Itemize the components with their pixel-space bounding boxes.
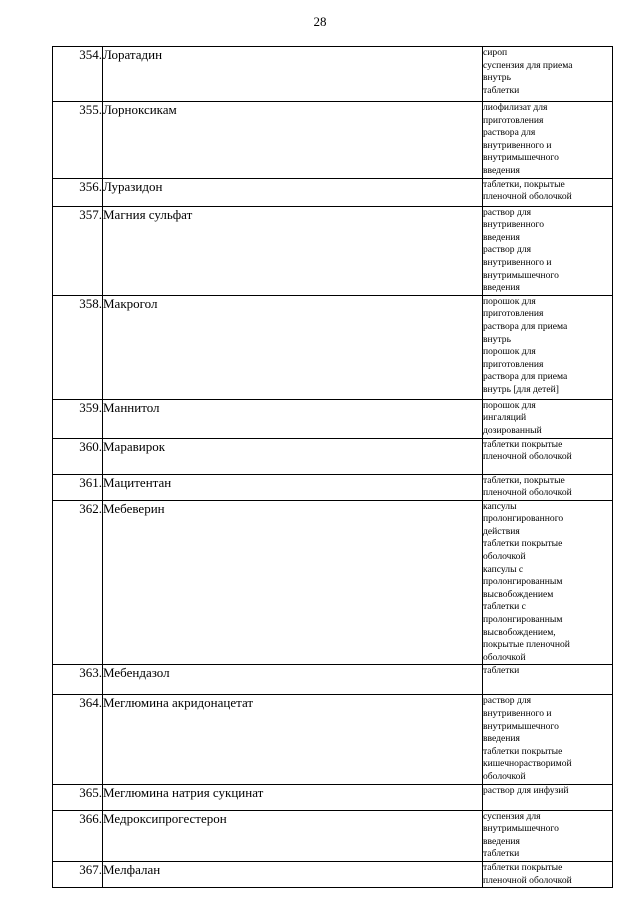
table-row <box>53 861 613 887</box>
dosage-form-line: внутривенного и <box>483 139 552 151</box>
row-number: 357. <box>53 206 103 295</box>
row-number: 354. <box>53 47 103 102</box>
dosage-forms <box>483 438 613 474</box>
table-row <box>53 500 613 665</box>
dosage-form-line: введения <box>483 733 520 745</box>
table-row <box>53 665 613 695</box>
dosage-form-line: раствора для приема <box>483 320 568 332</box>
row-number: 367. <box>53 861 103 887</box>
dosage-form-line: таблетки покрытые <box>483 861 563 873</box>
dosage-forms <box>483 474 613 500</box>
dosage-form-line: таблетки <box>483 84 520 96</box>
dosage-forms <box>483 784 613 810</box>
page-number: 28 <box>313 14 327 29</box>
dosage-form-line: раствор для инфузий <box>483 784 569 796</box>
table-row <box>53 47 613 102</box>
dosage-form-line: приготовления <box>483 358 544 370</box>
dosage-form-line: высвобождением <box>483 588 554 600</box>
dosage-form-line: пленочной оболочкой <box>483 451 572 463</box>
drug-name: Маннитол <box>103 399 483 438</box>
dosage-form-line: внутривенного и <box>483 708 552 719</box>
dosage-forms <box>483 665 613 695</box>
drug-name: Мелфалан <box>103 861 483 887</box>
dosage-form-line: дозированный <box>483 424 542 436</box>
dosage-forms <box>483 810 613 861</box>
dosage-form-line: раствор для <box>483 244 532 256</box>
dosage-form-line: таблетки <box>483 848 520 860</box>
dosage-forms <box>483 861 613 887</box>
dosage-form-line: введения <box>483 835 520 847</box>
dosage-form-line: пролонгированным <box>483 614 563 626</box>
row-number: 356. <box>53 178 103 206</box>
row-number: 361. <box>53 474 103 500</box>
drug-name: Мебендазол <box>103 665 483 695</box>
drug-name: Лоратадин <box>103 47 483 102</box>
dosage-forms <box>483 102 613 179</box>
dosage-form-line: таблетки, покрытые <box>483 474 565 486</box>
dosage-form-line: оболочкой <box>483 651 526 663</box>
drug-name: Меглюмина акридонацетат <box>103 695 483 784</box>
dosage-form-line: внутримышечного <box>483 720 559 732</box>
dosage-form-line: лиофилизат для <box>483 102 548 113</box>
row-number: 366. <box>53 810 103 861</box>
table-row <box>53 474 613 500</box>
dosage-form-line: пленочной оболочкой <box>483 191 572 203</box>
dosage-form-line: пленочной оболочкой <box>483 874 572 886</box>
dosage-form-line: введения <box>483 164 520 176</box>
table-row <box>53 438 613 474</box>
drug-name: Лорноксикам <box>103 102 483 179</box>
row-number: 355. <box>53 102 103 179</box>
drug-name: Луразидон <box>103 178 483 206</box>
dosage-form-line: внутрь <box>483 72 511 84</box>
row-number: 363. <box>53 665 103 695</box>
dosage-form-line: порошок для <box>483 346 536 358</box>
dosage-form-line: введения <box>483 231 520 243</box>
dosage-forms <box>483 47 613 102</box>
dosage-form-line: введения <box>483 282 520 294</box>
dosage-form-line: внутримышечного <box>483 152 559 164</box>
dosage-forms <box>483 695 613 784</box>
table-row <box>53 784 613 810</box>
row-number: 358. <box>53 295 103 399</box>
dosage-form-line: внутривенного и <box>483 256 552 268</box>
dosage-forms <box>483 399 613 438</box>
drug-name: Меглюмина натрия сукцинат <box>103 784 483 810</box>
drug-name: Мацитентан <box>103 474 483 500</box>
table-row <box>53 695 613 784</box>
table-row <box>53 810 613 861</box>
dosage-form-line: внутримышечного <box>483 269 559 281</box>
row-number: 365. <box>53 784 103 810</box>
dosage-form-line: таблетки покрытые <box>483 538 563 550</box>
table-row <box>53 399 613 438</box>
drug-name: Маравирок <box>103 438 483 474</box>
drug-name: Медроксипрогестерон <box>103 810 483 861</box>
dosage-form-line: оболочкой <box>483 770 526 782</box>
dosage-forms <box>483 178 613 206</box>
table-row <box>53 102 613 179</box>
drug-name: Магния сульфат <box>103 206 483 295</box>
drug-table <box>52 46 613 888</box>
dosage-form-line: раствора для приема <box>483 371 568 383</box>
dosage-form-line: приготовления <box>483 308 544 320</box>
dosage-form-line: капсулы с <box>483 563 524 575</box>
dosage-form-line: порошок для <box>483 399 536 411</box>
dosage-form-line: пленочной оболочкой <box>483 487 572 499</box>
dosage-form-line: покрытые пленочной <box>483 639 570 651</box>
row-number: 364. <box>53 695 103 784</box>
table-row <box>53 206 613 295</box>
dosage-form-line: таблетки покрытые <box>483 745 563 757</box>
dosage-form-line: действия <box>483 525 520 537</box>
dosage-forms <box>483 295 613 399</box>
table-row <box>53 178 613 206</box>
dosage-form-line: оболочкой <box>483 551 526 563</box>
dosage-form-line: капсулы <box>483 500 517 512</box>
dosage-form-line: высвобождением, <box>483 626 556 638</box>
dosage-form-line: таблетки покрытые <box>483 438 563 450</box>
dosage-form-line: порошок для <box>483 295 536 307</box>
dosage-form-line: суспензия для приема <box>483 59 573 71</box>
dosage-form-line: таблетки <box>483 665 520 677</box>
drug-table-body <box>53 47 613 888</box>
dosage-form-line: пролонгированным <box>483 576 563 588</box>
dosage-form-line: приготовления <box>483 114 544 126</box>
dosage-form-line: суспензия для <box>483 810 541 822</box>
dosage-form-line: внутрь <box>483 333 511 345</box>
table-row <box>53 295 613 399</box>
dosage-forms <box>483 500 613 665</box>
dosage-form-line: сироп <box>483 47 508 58</box>
dosage-form-line: таблетки, покрытые <box>483 178 565 190</box>
dosage-form-line: внутрь [для детей] <box>483 383 559 395</box>
dosage-form-line: таблетки с <box>483 601 526 613</box>
dosage-form-line: раствора для <box>483 127 536 139</box>
drug-name: Мебеверин <box>103 500 483 665</box>
row-number: 359. <box>53 399 103 438</box>
dosage-form-line: пролонгированного <box>483 513 564 525</box>
dosage-form-line: внутривенного <box>483 219 544 231</box>
dosage-form-line: ингаляций <box>483 412 527 424</box>
drug-name: Макрогол <box>103 295 483 399</box>
dosage-form-line: раствор для <box>483 206 532 218</box>
dosage-form-line: кишечнорастворимой <box>483 758 572 770</box>
dosage-form-line: внутримышечного <box>483 823 559 835</box>
dosage-forms <box>483 206 613 295</box>
row-number: 360. <box>53 438 103 474</box>
dosage-form-line: раствор для <box>483 695 532 707</box>
row-number: 362. <box>53 500 103 665</box>
